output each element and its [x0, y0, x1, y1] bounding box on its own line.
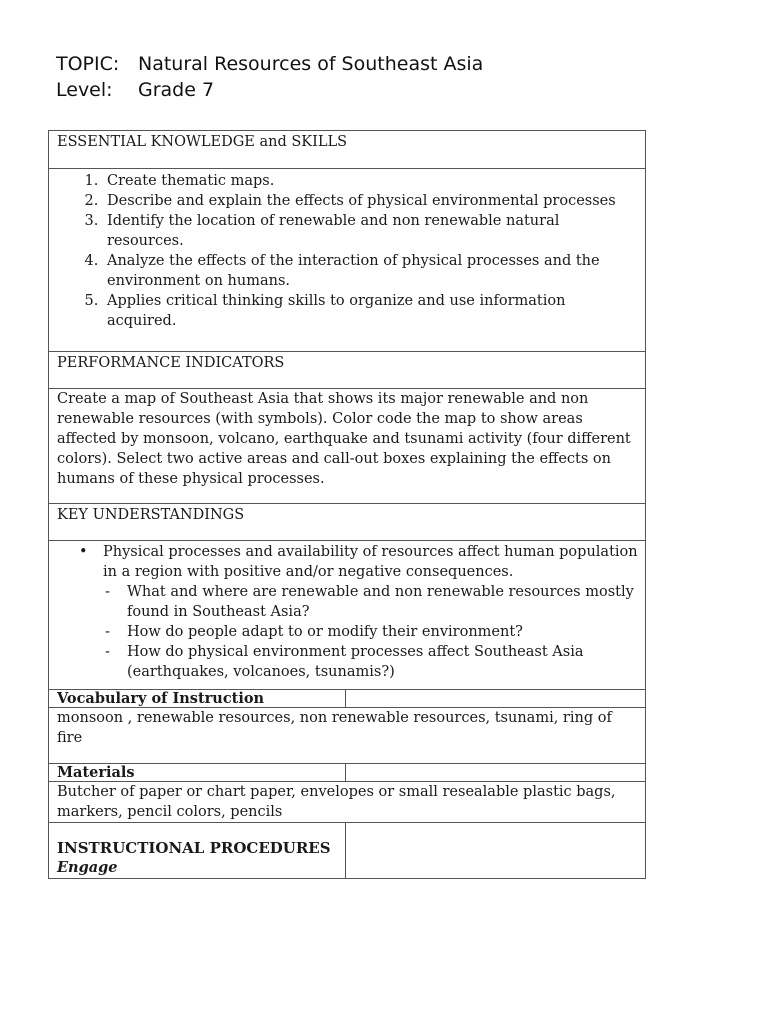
- essential-header-row: [49, 131, 646, 169]
- procedures-row: [49, 823, 646, 879]
- materials-header-row: [49, 764, 646, 782]
- vocabulary-content-row: [49, 708, 646, 764]
- level-line: [56, 77, 483, 103]
- skill-item: 3. Identify the location of renewable and non renewable natural resources.: [103, 211, 639, 251]
- question-text: What and where are renewable and non renewable resources mostly found in Southeast Asia?: [127, 584, 634, 620]
- key-understandings-header-row: [49, 504, 646, 541]
- performance-content-row: [49, 389, 646, 504]
- materials-text: Butcher of paper or chart paper, envelopes or small resealable plastic bags, markers, pencil colors, pencils: [49, 782, 646, 823]
- list-item: [79, 542, 639, 682]
- topic-label: TOPIC:: [56, 53, 120, 75]
- vocabulary-title: Vocabulary of Instruction: [49, 690, 346, 708]
- vocabulary-text: monsoon , renewable resources, non renewable resources, tsunami, ring of fire: [49, 708, 646, 764]
- engage-label: Engage: [57, 859, 118, 876]
- skill-item: 4. Analyze the effects of the interaction of physical processes and the environment on humans.: [103, 251, 639, 291]
- dash-icon: -: [105, 644, 110, 660]
- essential-content: [49, 169, 646, 352]
- vocabulary-header-row: [49, 690, 646, 708]
- dash-icon: -: [105, 624, 110, 640]
- topic-line: [56, 51, 483, 77]
- performance-header-row: [49, 352, 646, 389]
- topic-value: Natural Resources of Southeast Asia: [138, 53, 484, 75]
- essential-content-row: [49, 169, 646, 352]
- performance-text: Create a map of Southeast Asia that shows its major renewable and non renewable resources (with symbols). Color code the map to show areas affected by monsoon, volcano, earthquake and tsunami activity (four different colors). Select two active areas and call-out boxes explaining the effects on humans of these physical processes.: [49, 389, 646, 504]
- skills-list: [57, 171, 639, 331]
- procedures-empty-cell: [346, 823, 646, 879]
- materials-title: Materials: [49, 764, 346, 782]
- lesson-plan-table: [48, 130, 646, 879]
- vocabulary-empty-cell: [346, 690, 646, 708]
- procedures-cell: [49, 823, 346, 879]
- key-understanding-text: Physical processes and availability of resources affect human population in a region with positive and/or negative consequences.: [103, 544, 638, 580]
- procedures-title: INSTRUCTIONAL PROCEDURES: [57, 839, 331, 857]
- level-label: Level:: [56, 79, 113, 101]
- materials-empty-cell: [346, 764, 646, 782]
- skill-item: 2. Describe and explain the effects of physical environmental processes: [103, 191, 639, 211]
- bullet-icon: •: [79, 544, 88, 560]
- level-value: Grade 7: [138, 79, 215, 101]
- key-understandings-list: [57, 542, 639, 682]
- skill-item: 5. Applies critical thinking skills to organize and use information acquired.: [103, 291, 639, 331]
- document-header: [56, 51, 483, 103]
- question-text: How do people adapt to or modify their environment?: [127, 624, 523, 640]
- essential-title: ESSENTIAL KNOWLEDGE and SKILLS: [49, 131, 646, 169]
- key-understandings-title: KEY UNDERSTANDINGS: [49, 504, 646, 541]
- dash-icon: -: [105, 584, 110, 600]
- guiding-question: [105, 622, 639, 642]
- key-understandings-content-row: [49, 541, 646, 690]
- guiding-questions-list: [103, 582, 639, 682]
- key-understandings-content: [49, 541, 646, 690]
- question-text: How do physical environment processes affect Southeast Asia (earthquakes, volcanoes, tsunamis?): [127, 644, 584, 680]
- guiding-question: [105, 642, 639, 682]
- skill-item: 1. Create thematic maps.: [103, 171, 639, 191]
- materials-content-row: [49, 782, 646, 823]
- guiding-question: [105, 582, 639, 622]
- performance-title: PERFORMANCE INDICATORS: [49, 352, 646, 389]
